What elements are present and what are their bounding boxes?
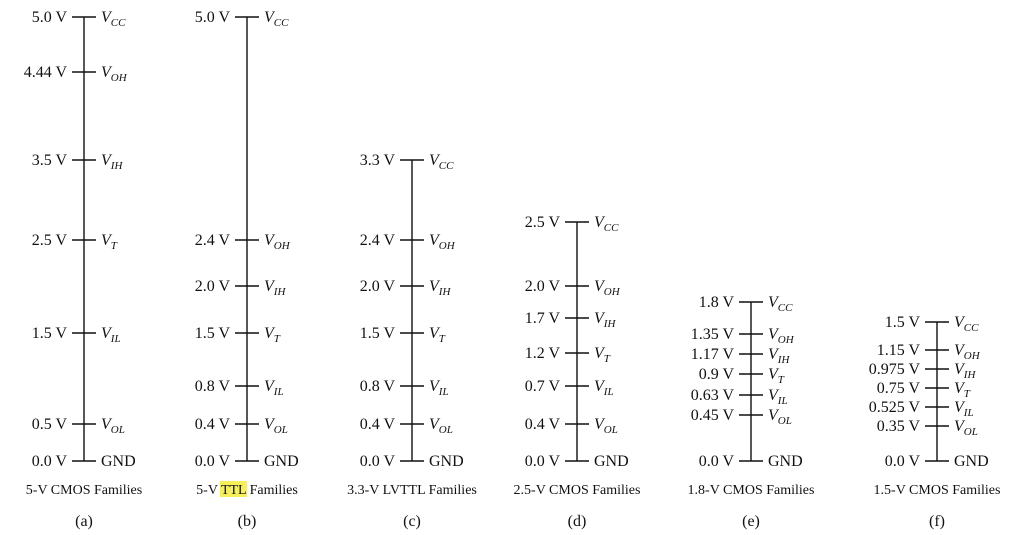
level-symbol: V <box>101 325 111 342</box>
level-label <box>429 325 446 345</box>
level-label <box>101 325 121 345</box>
voltage-value: 0.7 V <box>524 378 560 395</box>
level-symbol: V <box>101 64 111 81</box>
voltage-value: 2.5 V <box>31 232 67 249</box>
level-symbol: V <box>768 366 778 383</box>
level-symbol: V <box>429 152 439 169</box>
voltage-value: 2.5 V <box>524 214 560 231</box>
level-label <box>954 314 979 334</box>
panel-c <box>347 152 477 530</box>
voltage-value: 2.4 V <box>194 232 230 249</box>
level-subscript: IL <box>603 386 614 398</box>
level-symbol: V <box>954 399 964 416</box>
voltage-value: 0.4 V <box>524 416 560 433</box>
voltage-value: 0.63 V <box>690 387 734 404</box>
level-label <box>594 345 611 365</box>
voltage-value: 1.35 V <box>690 326 734 343</box>
voltage-value: 0.5 V <box>31 416 67 433</box>
level-symbol: V <box>594 278 604 295</box>
level-label <box>954 399 974 419</box>
level-label <box>264 9 289 29</box>
ground-label: GND <box>768 453 803 470</box>
voltage-value: 0.0 V <box>524 453 560 470</box>
level-symbol: V <box>429 278 439 295</box>
panel-letter: (d) <box>567 513 587 530</box>
level-subscript: T <box>438 333 445 345</box>
panel-caption: 2.5-V CMOS Families <box>513 483 641 498</box>
level-symbol: V <box>954 361 964 378</box>
panel-letter: (c) <box>403 513 421 530</box>
panels-root <box>24 9 1001 530</box>
level-label <box>768 326 795 346</box>
level-label <box>954 418 978 438</box>
level-subscript: OH <box>603 286 620 298</box>
level-subscript: IH <box>603 318 616 330</box>
level-subscript: OL <box>963 426 978 438</box>
level-symbol: V <box>101 232 111 249</box>
panel-e <box>688 294 815 530</box>
voltage-value: 0.0 V <box>194 453 230 470</box>
level-subscript: IH <box>438 286 451 298</box>
voltage-value: 0.0 V <box>698 453 734 470</box>
level-label <box>594 310 616 330</box>
level-subscript: CC <box>603 222 619 234</box>
level-label <box>264 416 288 436</box>
level-subscript: IH <box>273 286 286 298</box>
level-label <box>768 294 793 314</box>
voltage-value: 3.3 V <box>359 152 395 169</box>
level-label <box>594 278 621 298</box>
level-subscript: T <box>777 374 784 386</box>
voltage-value: 2.0 V <box>359 278 395 295</box>
level-subscript: OH <box>110 72 127 84</box>
voltage-value: 0.525 V <box>868 399 920 416</box>
level-symbol: V <box>954 418 964 435</box>
level-subscript: IL <box>110 333 121 345</box>
level-label <box>954 342 981 362</box>
panel-caption: 5-V CMOS Families <box>25 483 143 498</box>
voltage-value: 2.4 V <box>359 232 395 249</box>
level-symbol: V <box>594 310 604 327</box>
level-symbol: V <box>954 380 964 397</box>
level-subscript: CC <box>777 302 793 314</box>
level-label <box>264 278 286 298</box>
level-subscript: T <box>963 388 970 400</box>
level-subscript: IH <box>963 369 976 381</box>
voltage-value: 1.5 V <box>194 325 230 342</box>
level-subscript: OL <box>777 415 792 427</box>
level-subscript: CC <box>110 17 126 29</box>
level-symbol: V <box>954 342 964 359</box>
voltage-value: 5.0 V <box>194 9 230 26</box>
level-symbol: V <box>768 346 778 363</box>
voltage-value: 0.75 V <box>876 380 920 397</box>
level-subscript: OL <box>273 424 288 436</box>
voltage-value: 0.9 V <box>698 366 734 383</box>
level-label <box>768 407 792 427</box>
level-subscript: CC <box>273 17 289 29</box>
level-subscript: OL <box>603 424 618 436</box>
level-symbol: V <box>594 416 604 433</box>
panel-letter: (a) <box>75 513 93 530</box>
level-symbol: V <box>264 9 274 26</box>
level-symbol: V <box>264 232 274 249</box>
level-label <box>101 64 128 84</box>
level-symbol: V <box>264 416 274 433</box>
voltage-value: 5.0 V <box>31 9 67 26</box>
level-label <box>594 416 618 436</box>
level-subscript: IL <box>438 386 449 398</box>
level-subscript: OH <box>777 334 794 346</box>
level-symbol: V <box>768 387 778 404</box>
level-symbol: V <box>954 314 964 331</box>
level-symbol: V <box>429 416 439 433</box>
level-label <box>954 361 976 381</box>
panel-f <box>869 314 1001 530</box>
voltage-value: 0.0 V <box>31 453 67 470</box>
level-symbol: V <box>429 232 439 249</box>
voltage-value: 0.4 V <box>359 416 395 433</box>
level-subscript: T <box>603 353 610 365</box>
level-label <box>264 232 291 252</box>
ground-label: GND <box>954 453 989 470</box>
voltage-value: 1.5 V <box>359 325 395 342</box>
caption-part: Families <box>246 483 298 498</box>
level-subscript: IL <box>963 407 974 419</box>
level-symbol: V <box>101 152 111 169</box>
level-label <box>429 378 449 398</box>
level-label <box>594 378 614 398</box>
level-subscript: CC <box>963 322 979 334</box>
level-symbol: V <box>264 378 274 395</box>
level-label <box>429 278 451 298</box>
level-label <box>429 416 453 436</box>
panel-caption: 1.8-V CMOS Families <box>687 483 815 498</box>
voltage-value: 1.8 V <box>698 294 734 311</box>
level-subscript: IL <box>777 395 788 407</box>
level-symbol: V <box>264 325 274 342</box>
level-label <box>594 214 619 234</box>
caption-part: TTL <box>220 483 247 498</box>
panel-a <box>24 9 142 530</box>
caption-part: 5-V <box>196 483 221 498</box>
voltage-value: 0.975 V <box>868 361 920 378</box>
voltage-value: 0.35 V <box>876 418 920 435</box>
level-label <box>768 387 788 407</box>
level-symbol: V <box>101 416 111 433</box>
voltage-value: 1.2 V <box>524 345 560 362</box>
level-label <box>429 152 454 172</box>
level-symbol: V <box>429 325 439 342</box>
level-label <box>101 232 118 252</box>
voltage-value: 1.7 V <box>524 310 560 327</box>
ground-label: GND <box>429 453 464 470</box>
level-label <box>101 9 126 29</box>
level-label <box>768 366 785 386</box>
ground-label: GND <box>264 453 299 470</box>
level-subscript: OH <box>963 350 980 362</box>
ground-label: GND <box>101 453 136 470</box>
level-label <box>768 346 790 366</box>
voltage-value: 1.5 V <box>31 325 67 342</box>
panel-caption <box>196 483 298 498</box>
voltage-value: 3.5 V <box>31 152 67 169</box>
level-symbol: V <box>429 378 439 395</box>
level-symbol: V <box>101 9 111 26</box>
level-symbol: V <box>768 407 778 424</box>
level-label <box>101 416 125 436</box>
panel-caption: 1.5-V CMOS Families <box>873 483 1001 498</box>
level-symbol: V <box>594 345 604 362</box>
level-symbol: V <box>264 278 274 295</box>
level-subscript: IH <box>110 160 123 172</box>
level-label <box>264 325 281 345</box>
voltage-value: 4.44 V <box>23 64 67 81</box>
voltage-value: 2.0 V <box>194 278 230 295</box>
level-subscript: T <box>273 333 280 345</box>
level-subscript: OL <box>438 424 453 436</box>
voltage-value: 0.8 V <box>194 378 230 395</box>
level-symbol: V <box>594 378 604 395</box>
panel-letter: (b) <box>237 513 257 530</box>
voltage-value: 0.45 V <box>690 407 734 424</box>
level-subscript: OH <box>438 240 455 252</box>
voltage-value: 0.8 V <box>359 378 395 395</box>
panel-d <box>514 214 641 530</box>
panel-b <box>195 9 299 530</box>
level-symbol: V <box>768 326 778 343</box>
voltage-value: 1.15 V <box>876 342 920 359</box>
level-subscript: IH <box>777 354 790 366</box>
panel-letter: (f) <box>929 513 945 530</box>
voltage-value: 2.0 V <box>524 278 560 295</box>
voltage-value: 1.17 V <box>690 346 734 363</box>
voltage-value: 0.0 V <box>884 453 920 470</box>
voltage-value: 0.0 V <box>359 453 395 470</box>
ground-label: GND <box>594 453 629 470</box>
level-label <box>954 380 971 400</box>
panel-caption: 3.3-V LVTTL Families <box>347 483 477 498</box>
level-symbol: V <box>768 294 778 311</box>
level-subscript: T <box>110 240 117 252</box>
level-subscript: OH <box>273 240 290 252</box>
level-symbol: V <box>594 214 604 231</box>
voltage-value: 0.4 V <box>194 416 230 433</box>
voltage-value: 1.5 V <box>884 314 920 331</box>
level-subscript: CC <box>438 160 454 172</box>
level-subscript: OL <box>110 424 125 436</box>
panel-letter: (e) <box>742 513 760 530</box>
level-label <box>264 378 284 398</box>
level-label <box>429 232 456 252</box>
level-label <box>101 152 123 172</box>
level-subscript: IL <box>273 386 284 398</box>
